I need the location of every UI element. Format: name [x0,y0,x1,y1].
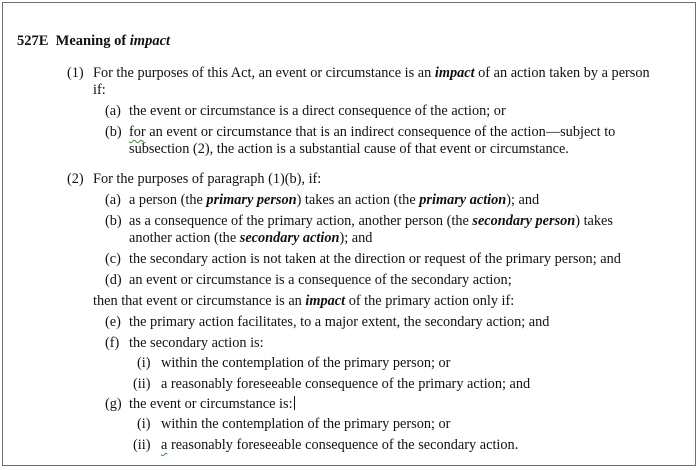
para-2c-number: (c) [105,251,121,267]
para-1b-text-cont: subsection (2), the action is a substantial cause of that event or circumstance. [129,141,569,157]
section-title-term: impact [129,33,171,49]
defined-term-secondary-action: secondary action [239,230,340,246]
para-1b-number: (b) [105,124,122,140]
para-2g-number: (g) [105,396,122,412]
subpara-2f-i-text: within the contemplation of the primary person; or [161,355,451,371]
text-cursor [294,396,295,410]
subpara-2g-i-number: (i) [137,416,151,432]
subsection-2-number: (2) [67,171,84,187]
defined-term-impact-2: impact [305,293,346,309]
para-2d-text: an event or circumstance is a consequence of the secondary action; [129,272,512,288]
para-2g-text: the event or circumstance is: [129,396,293,412]
para-2a-number: (a) [105,192,121,208]
defined-term-primary-person: primary person [206,192,297,208]
para-2b-text-cont: another action (the secondary action); and [129,230,373,246]
section-title-prefix: Meaning of [55,33,127,49]
para-1b-text: for an event or circumstance that is an indirect consequence of the action—subject to [129,124,616,140]
grammar-flagged-word: for [129,124,146,140]
para-2b-text: as a consequence of the primary action, another person (the secondary person) takes [129,213,613,229]
para-1a-text: the event or circumstance is a direct consequence of the action; or [129,103,506,119]
defined-term-impact: impact [434,65,475,81]
subpara-2f-ii-number: (ii) [133,376,151,392]
para-2e-text: the primary action facilitates, to a major extent, the secondary action; and [129,314,550,330]
legislation-document [2,2,696,466]
subsection-1-number: (1) [67,65,84,81]
subsection-1-intro: For the purposes of this Act, an event or circumstance is an impact of an action taken by a person [93,65,650,81]
section-heading [17,33,170,50]
para-2b-number: (b) [105,213,122,229]
subpara-2g-i-text: within the contemplation of the primary person; or [161,416,451,432]
para-2c-text: the secondary action is not taken at the direction or request of the primary person; and [129,251,621,267]
subpara-2f-ii-text: a reasonably foreseeable consequence of the primary action; and [161,376,531,392]
grammar-flagged-word-2: a [161,437,168,453]
para-2f-text: the secondary action is: [129,335,264,351]
defined-term-primary-action: primary action [419,192,507,208]
subpara-2g-ii-text: a reasonably foreseeable consequence of the secondary action. [161,437,519,453]
para-2f-number: (f) [105,335,120,351]
subpara-2g-ii-number: (ii) [133,437,151,453]
section-number: 527E [17,33,49,49]
subpara-2f-i-number: (i) [137,355,151,371]
subsection-1-intro-cont: if: [93,82,106,98]
para-2e-number: (e) [105,314,121,330]
defined-term-secondary-person: secondary person [472,213,576,229]
para-2d-number: (d) [105,272,122,288]
para-1a-number: (a) [105,103,121,119]
subsection-2-intro: For the purposes of paragraph (1)(b), if: [93,171,322,187]
para-2a-text: a person (the primary person) takes an action (the primary action); and [129,192,540,208]
then-clause: then that event or circumstance is an impact of the primary action only if: [93,293,515,309]
